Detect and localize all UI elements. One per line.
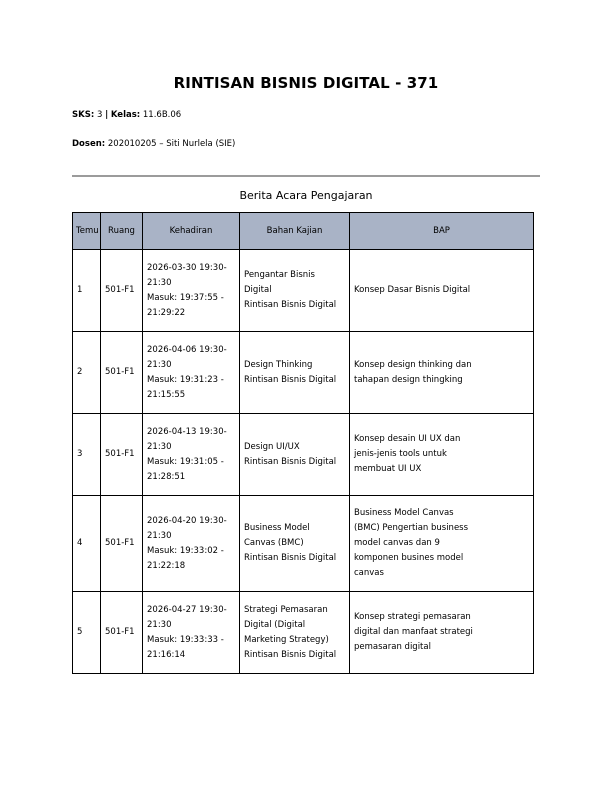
cell-bahan-kajian: Design UI/UX Rintisan Bisnis Digital: [240, 414, 350, 496]
cell-ruang: 501-F1: [101, 592, 143, 674]
table-row: [73, 250, 534, 332]
cell-bap: Konsep strategi pemasaran digital dan manfaat strategi pemasaran digital: [350, 592, 534, 674]
cell-bap: Konsep design thinking dan tahapan design thingking: [350, 332, 534, 414]
cell-temu: 4: [73, 496, 101, 592]
sks-label: SKS:: [72, 110, 95, 120]
cell-ruang: 501-F1: [101, 414, 143, 496]
course-info: [72, 110, 181, 120]
sks-value: 3: [96, 110, 103, 120]
cell-temu: 2: [73, 332, 101, 414]
cell-bahan-kajian: Design Thinking Rintisan Bisnis Digital: [240, 332, 350, 414]
table-row: [73, 496, 534, 592]
cell-temu: 1: [73, 250, 101, 332]
cell-bap: Konsep desain UI UX dan jenis-jenis tools untuk membuat UI UX: [350, 414, 534, 496]
kelas-label: Kelas:: [110, 110, 141, 120]
cell-ruang: 501-F1: [101, 496, 143, 592]
cell-bahan-kajian: Business Model Canvas (BMC) Rintisan Bisnis Digital: [240, 496, 350, 592]
cell-kehadiran: 2026-03-30 19:30- 21:30 Masuk: 19:37:55 - 21:29:22: [143, 250, 240, 332]
header-bap: BAP: [350, 213, 534, 250]
cell-bahan-kajian: Pengantar Bisnis Digital Rintisan Bisnis Digital: [240, 250, 350, 332]
table-row: [73, 414, 534, 496]
cell-bap: Business Model Canvas (BMC) Pengertian business model canvas dan 9 komponen busines model canvas: [350, 496, 534, 592]
cell-kehadiran: 2026-04-13 19:30- 21:30 Masuk: 19:31:05 - 21:28:51: [143, 414, 240, 496]
dosen-value: 202010205 – Siti Nurlela (SIE): [107, 139, 236, 149]
header-kehadiran: Kehadiran: [143, 213, 240, 250]
cell-kehadiran: 2026-04-27 19:30- 21:30 Masuk: 19:33:33 - 21:16:14: [143, 592, 240, 674]
cell-kehadiran: 2026-04-20 19:30- 21:30 Masuk: 19:33:02 - 21:22:18: [143, 496, 240, 592]
lecturer-info: [72, 139, 235, 149]
header-ruang: Ruang: [101, 213, 143, 250]
table-row: [73, 332, 534, 414]
document-title: RINTISAN BISNIS DIGITAL - 371: [173, 74, 439, 92]
separator: |: [105, 110, 109, 120]
dosen-label: Dosen:: [72, 139, 106, 149]
cell-bahan-kajian: Strategi Pemasaran Digital (Digital Marketing Strategy) Rintisan Bisnis Digital: [240, 592, 350, 674]
cell-temu: 5: [73, 592, 101, 674]
header-temu: Temu: [73, 213, 101, 250]
table-header-row: [73, 213, 534, 250]
cell-kehadiran: 2026-04-06 19:30- 21:30 Masuk: 19:31:23 - 21:15:55: [143, 332, 240, 414]
kelas-value: 11.6B.06: [142, 110, 182, 120]
cell-ruang: 501-F1: [101, 250, 143, 332]
header-bahan-kajian: Bahan Kajian: [240, 213, 350, 250]
cell-ruang: 501-F1: [101, 332, 143, 414]
horizontal-divider: [72, 175, 540, 177]
table-caption: Berita Acara Pengajaran: [239, 189, 373, 202]
teaching-record-table: [72, 212, 534, 674]
table-row: [73, 592, 534, 674]
cell-temu: 3: [73, 414, 101, 496]
cell-bap: Konsep Dasar Bisnis Digital: [350, 250, 534, 332]
